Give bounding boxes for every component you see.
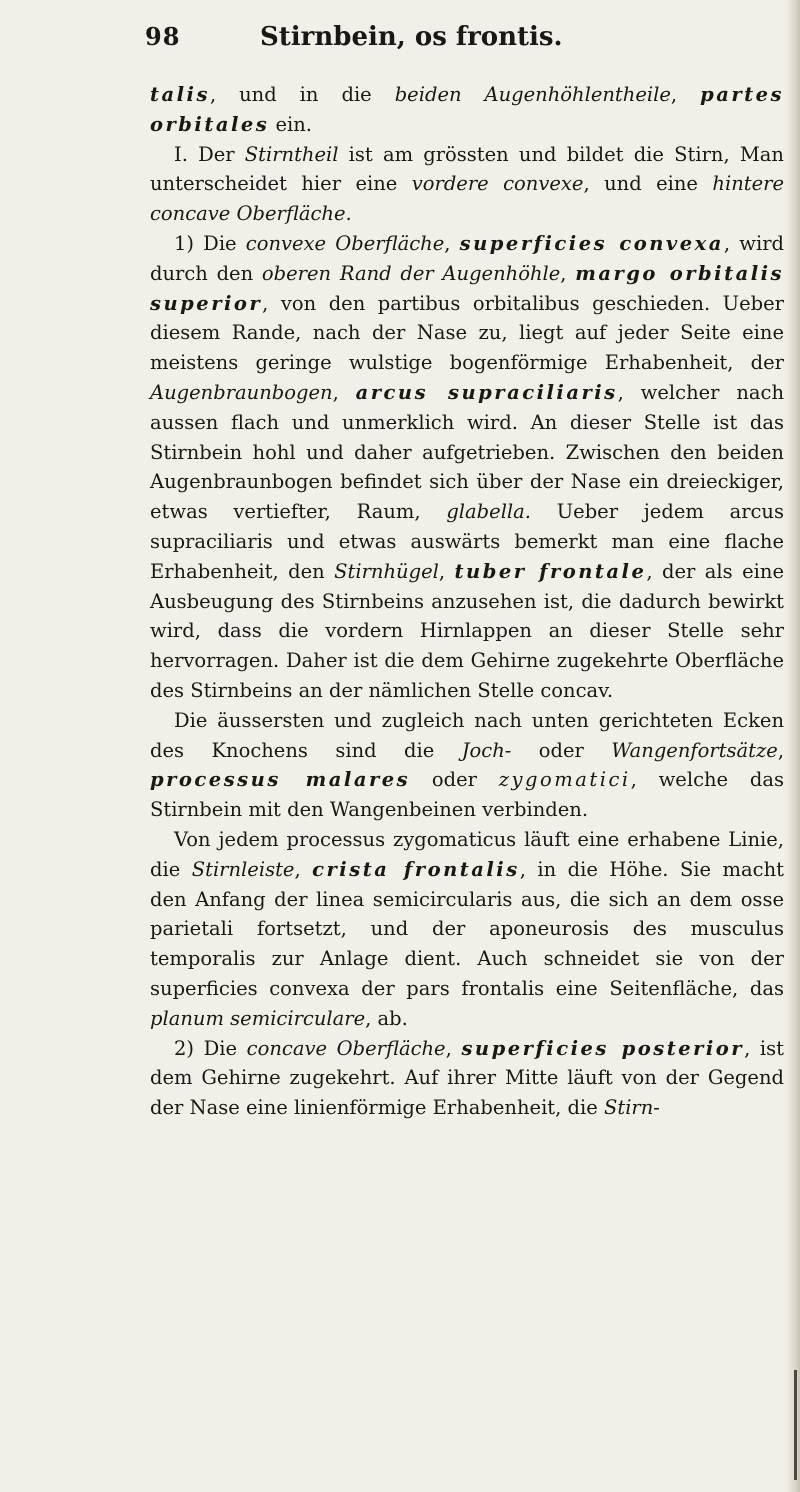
emphasis: hintere concave Oberfläche.: [150, 172, 784, 226]
text-run: ein.: [269, 112, 312, 136]
text-run: , welche das Stirnbein mit den Wangenbeinen verbinden.: [150, 768, 784, 822]
text-run: ,: [670, 83, 701, 106]
text-run: ,: [444, 231, 460, 255]
page-header: [145, 22, 665, 58]
text-run: 2) Die: [174, 1036, 247, 1060]
paragraph: [150, 706, 784, 825]
text-run: ,: [445, 1036, 462, 1060]
text-run: , wird durch den: [150, 231, 785, 285]
page-number: 98: [145, 22, 181, 51]
latin-term: margo orbitalis superior: [150, 261, 785, 315]
latin-term: superficies posterior: [461, 1036, 745, 1060]
latin-term: zygomatici: [498, 768, 631, 792]
emphasis: Joch-: [461, 738, 512, 762]
text-run: , von den partibus orbitalibus geschieden. Ueber diesem Rande, nach der Nase zu, liegt auf jeder Seite eine meistens geringe wulstige bogenförmige Erhabenheit, der: [150, 291, 784, 375]
text-run: ,: [560, 261, 576, 285]
text-run: , ab.: [365, 1006, 408, 1030]
latin-term: tuber frontale: [454, 559, 647, 583]
text-run: Die äussersten und zugleich nach unten gerichteten Ecken des Knochens sind die: [150, 708, 784, 762]
page-edge-mark: [794, 1370, 797, 1480]
text-run: oder: [410, 768, 499, 792]
emphasis: Stirntheil: [244, 142, 339, 166]
text-run: ,: [332, 380, 356, 404]
paragraph: [150, 825, 784, 1034]
text-run: oder: [511, 738, 612, 762]
text-run: Von jedem processus zygomaticus läuft eine erhabene Linie, die: [150, 827, 784, 881]
emphasis: planum semicirculare: [150, 1006, 366, 1030]
latin-term: partes orbitales: [150, 83, 785, 136]
body-text: [150, 80, 784, 1123]
latin-term: talis: [150, 83, 210, 106]
text-run: , welcher nach aussen flach und unmerklich wird. An dieser Stelle ist das Stirnbein hohl und daher aufgetrieben. Zwischen den beiden Augenbraunbogen befindet sich über der Nase ein dreieckiger, etwas vertiefter, Raum,: [150, 380, 784, 524]
text-run: , und eine: [583, 172, 713, 196]
latin-term: arcus supraciliaris: [355, 380, 618, 404]
page-edge-shadow: [786, 0, 800, 1492]
emphasis: oberen Rand der Augenhöhle: [261, 261, 561, 285]
text-run: Ueber jedem arcus supraciliaris und etwas auswärts bemerkt man eine flache Erhabenheit, den: [150, 500, 785, 583]
text-run: 1) Die: [174, 231, 246, 255]
emphasis: Stirn-: [604, 1096, 660, 1120]
text-run: , und in die: [209, 83, 395, 106]
paragraph: [150, 80, 784, 140]
emphasis: Stirnleiste: [191, 857, 295, 881]
text-run: , ist dem Gehirne zugekehrt. Auf ihrer Mitte läuft von der Gegend der Nase eine linienförmige Erhabenheit, die: [150, 1036, 784, 1120]
latin-term: crista frontalis: [312, 857, 520, 881]
emphasis: Augenbraunbogen: [150, 380, 333, 404]
text-run: ist am grössten und bildet die Stirn, Man unterscheidet hier eine: [150, 142, 784, 196]
latin-term: superficies convexa: [459, 231, 724, 255]
emphasis: beiden Augenhöhlentheile: [394, 83, 671, 106]
paragraph: [150, 229, 784, 706]
latin-term: processus malares: [150, 768, 411, 792]
text-run: ,: [777, 738, 785, 762]
text-run: ,: [294, 857, 313, 881]
emphasis: Stirnhügel: [334, 559, 439, 583]
text-run: , der als eine Ausbeugung des Stirnbeins anzusehen ist, die dadurch bewirkt wird, dass die vordern Hirnlappen an dieser Stelle sehr hervorragen. Daher ist die dem Gehirne zugekehrte Oberfläche des Stirnbeins an der nämlichen Stelle concav.: [150, 559, 785, 702]
text-run: I. Der: [174, 142, 245, 166]
emphasis: vordere convexe: [411, 172, 584, 196]
running-head: Stirnbein, os frontis.: [260, 22, 563, 52]
paragraph: [150, 140, 784, 229]
text-run: ,: [438, 559, 455, 583]
text-run: , in die Höhe. Sie macht den Anfang der linea semicircularis aus, die sich an dem osse parietali fortsetzt, und der aponeurosis des musculus temporalis zur Anlage dient. Auch schneidet sie von der superficies convexa der pars frontalis eine Seitenfläche, das: [150, 857, 784, 1000]
emphasis: glabella.: [446, 500, 531, 524]
paragraph: [150, 1034, 784, 1123]
emphasis: concave Oberfläche: [246, 1036, 446, 1060]
emphasis: Wangenfortsätze: [611, 738, 778, 762]
emphasis: convexe Oberfläche: [245, 231, 445, 255]
